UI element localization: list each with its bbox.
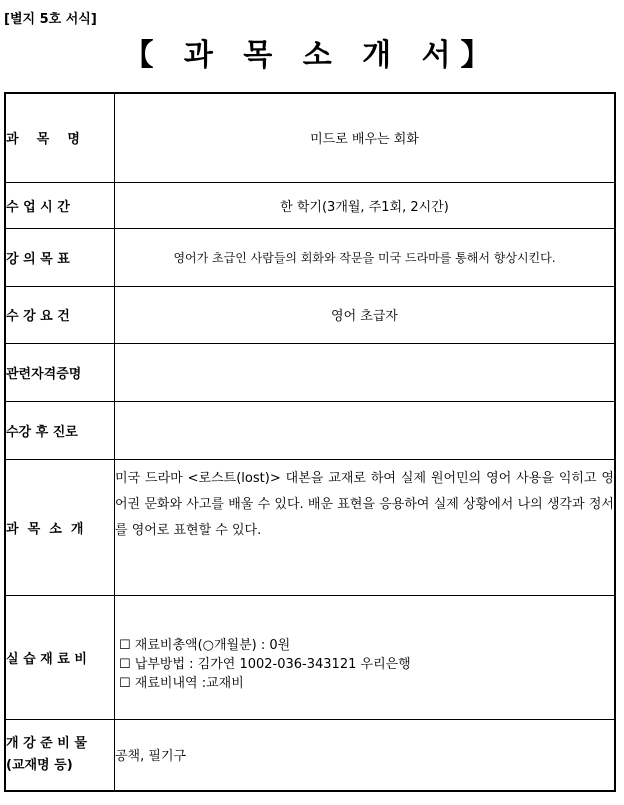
career-label: 수강 후 진로 — [5, 401, 115, 459]
class-time-label: 수 업 시 간 — [5, 182, 115, 228]
row-certificate — [5, 343, 615, 401]
materials-payment-line: ☐ 납부방법 : 김가연 1002-036-343121 우리은행 — [119, 656, 411, 672]
certificate-value — [115, 343, 616, 401]
prep-items-label — [5, 719, 115, 791]
subject-value: 미드로 배우는 회화 — [115, 93, 616, 182]
introduction-label: 과 목 소 개 — [5, 459, 115, 595]
requirements-label: 수 강 요 건 — [5, 286, 115, 343]
materials-detail-line: ☐ 재료비내역 :교재비 — [119, 675, 244, 691]
row-prep-items — [5, 719, 615, 791]
materials-fee-value — [115, 595, 616, 719]
form-number-tag: [별지 5호 서식] — [4, 12, 97, 27]
row-introduction — [5, 459, 615, 595]
row-subject — [5, 93, 615, 182]
row-career — [5, 401, 615, 459]
objective-label: 강 의 목 표 — [5, 228, 115, 286]
document-title: 【 과 목 소 개 서】 — [123, 38, 501, 73]
materials-total-line: ☐ 재료비총액(○개월분) : 0원 — [119, 637, 291, 653]
introduction-value — [115, 459, 616, 595]
subject-intro-table — [4, 92, 616, 792]
row-materials-fee — [5, 595, 615, 719]
objective-value: 영어가 초급인 사람들의 회화와 작문을 미국 드라마를 통해서 향상시킨다. — [115, 228, 616, 286]
row-class-time — [5, 182, 615, 228]
prep-items-label-line2: (교재명 등) — [6, 757, 73, 773]
row-requirements — [5, 286, 615, 343]
introduction-text: 미국 드라마 <로스트(lost)> 대본을 교재로 하여 실제 원어민의 영어 사용을 익히고 영어권 문화와 사고를 배울 수 있다. 배운 표현을 응용하여 실제 상황에서 나의 생각과 정서를 영어로 표현할 수 있다. — [115, 470, 614, 538]
prep-items-label-line1: 개 강 준 비 물 — [6, 735, 87, 751]
row-objective — [5, 228, 615, 286]
career-value — [115, 401, 616, 459]
requirements-value: 영어 초급자 — [115, 286, 616, 343]
subject-label: 과 목 명 — [5, 93, 115, 182]
certificate-label: 관련자격증명 — [5, 343, 115, 401]
class-time-value: 한 학기(3개월, 주1회, 2시간) — [115, 182, 616, 228]
prep-items-value: 공책, 필기구 — [115, 719, 616, 791]
materials-fee-label: 실 습 재 료 비 — [5, 595, 115, 719]
